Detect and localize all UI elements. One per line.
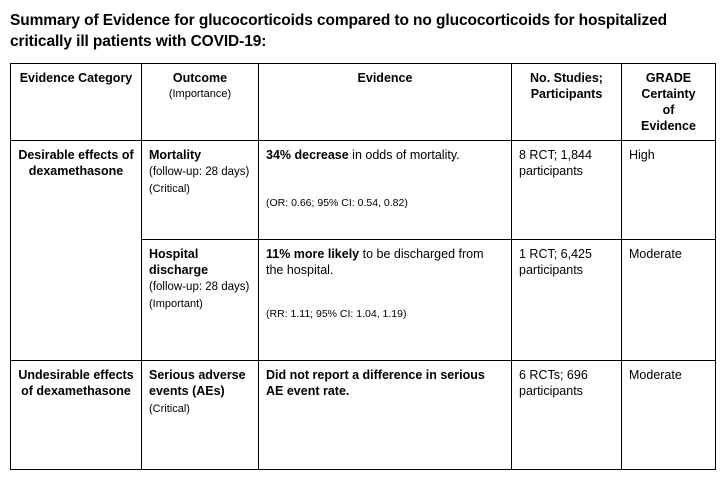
column-header-outcome-label: Outcome <box>172 70 228 85</box>
evidence-cell <box>259 360 512 469</box>
outcome-name: Mortality <box>149 147 202 162</box>
evidence-effect-highlight: Did not report a difference in serious AE event rate. <box>266 367 485 398</box>
studies-cell: 6 RCTs; 696 participants <box>512 360 622 469</box>
page-title: Summary of Evidence for glucocorticoids compared to no glucocorticoids for hospitalized critically ill patients with COVID-19: <box>10 12 668 51</box>
column-header-grade-line1: GRADE <box>645 70 692 85</box>
grade-cell: High <box>622 140 716 239</box>
outcome-followup: (follow-up: 28 days) <box>149 280 250 293</box>
column-header-studies <box>512 63 622 140</box>
evidence-summary-table <box>10 63 716 470</box>
evidence-statement <box>266 367 504 400</box>
evidence-statement <box>266 147 504 163</box>
column-header-grade-line3: of <box>662 102 675 117</box>
column-header-evidence-category-label: Evidence Category <box>19 70 133 85</box>
table-body <box>11 140 716 469</box>
column-header-evidence-category <box>11 63 142 140</box>
evidence-statistic: (RR: 1.11; 95% CI: 1.04, 1.19) <box>266 308 407 321</box>
evidence-cell <box>259 239 512 360</box>
studies-cell: 1 RCT; 6,425 participants <box>512 239 622 360</box>
outcome-cell <box>142 239 259 360</box>
column-header-outcome <box>142 63 259 140</box>
evidence-statement-rest: in odds of mortality. <box>348 147 460 162</box>
evidence-statement-rest: to be discharged from the hospital. <box>266 246 484 277</box>
evidence-statement <box>266 246 504 279</box>
grade-cell: Moderate <box>622 239 716 360</box>
column-header-studies-line2: Participants <box>530 86 603 101</box>
evidence-cell <box>259 140 512 239</box>
outcome-name: Serious adverse events (AEs) <box>149 367 246 398</box>
table-row <box>11 360 716 469</box>
outcome-cell <box>142 140 259 239</box>
evidence-category-cell: Undesirable effects of dexamethasone <box>11 360 142 469</box>
outcome-cell <box>142 360 259 469</box>
table-header-row <box>11 63 716 140</box>
column-header-outcome-sublabel: (Importance) <box>168 87 232 100</box>
outcome-importance: (Critical) <box>149 183 190 196</box>
column-header-studies-line1: No. Studies; <box>530 70 603 85</box>
column-header-evidence <box>259 63 512 140</box>
column-header-evidence-label: Evidence <box>357 70 413 85</box>
grade-cell: Moderate <box>622 360 716 469</box>
evidence-effect-highlight: 11% more likely <box>266 246 360 261</box>
table-header <box>11 63 716 140</box>
evidence-statistic: (OR: 0.66; 95% CI: 0.54, 0.82) <box>266 197 408 209</box>
outcome-importance: (Critical) <box>149 402 190 415</box>
outcome-name: Hospital discharge <box>149 246 209 277</box>
column-header-grade-line2: Certainty <box>641 86 696 101</box>
evidence-effect-highlight: 34% decrease <box>266 147 349 162</box>
table-row <box>11 140 716 239</box>
column-header-grade-line4: Evidence <box>641 118 696 133</box>
evidence-category-cell: Desirable effects of dexamethasone <box>11 140 142 360</box>
column-header-grade <box>622 63 716 140</box>
outcome-importance: (Important) <box>149 298 203 311</box>
outcome-followup: (follow-up: 28 days) <box>149 165 250 178</box>
studies-cell: 8 RCT; 1,844 participants <box>512 140 622 239</box>
